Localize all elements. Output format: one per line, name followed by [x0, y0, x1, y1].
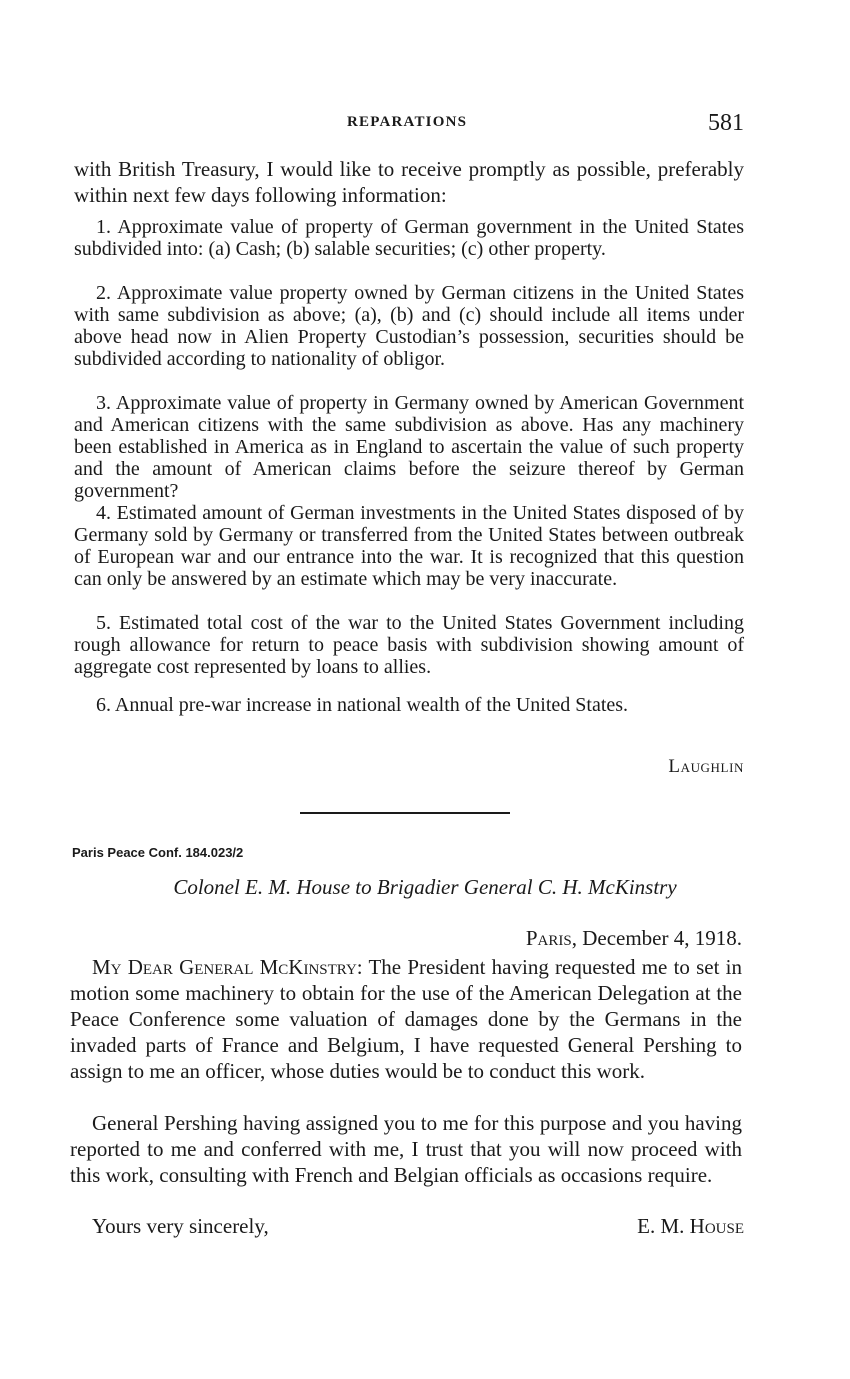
- complimentary-closing: Yours very sincerely,: [92, 1214, 269, 1238]
- letter-paragraph-2: General Pershing having assigned you to me for this purpose and you having reported to me and conferred with me, I trust that you will now proceed with this work, consulting with French and Belgian officials as occasions require.: [70, 1111, 742, 1187]
- running-head-title: REPARATIONS: [347, 114, 468, 130]
- telegram-item-5: 5. Estimated total cost of the war to the United States Government including rough allowance for return to peace basis with subdivision showing amount of aggregate cost represented by loans to allies.: [74, 612, 744, 678]
- telegram-intro: with British Treasury, I would like to receive promptly as possible, preferably within next few days following information:: [74, 157, 744, 207]
- document-title: Colonel E. M. House to Brigadier General C. H. McKinstry: [173, 875, 677, 899]
- telegram-item-3: 3. Approximate value of property in Germany owned by American Government and American citizens with the same subdivision as above. Has any machinery been established in America as in England to ascertain the value of such property and the amount of American claims before the seizure thereof by German government?: [74, 392, 744, 502]
- section-divider: [300, 812, 510, 814]
- dateline: [526, 926, 742, 951]
- letter-paragraph-1: [70, 954, 742, 1084]
- telegram-item-6: 6. Annual pre-war increase in national wealth of the United States.: [96, 694, 629, 716]
- file-reference: Paris Peace Conf. 184.023/2: [72, 845, 244, 860]
- telegram-item-4: 4. Estimated amount of German investments in the United States disposed of by Germany sold by Germany or transferred from the United States between outbreak of European war and our entrance into the war. It is recognized that this question can only be answered by an estimate which may be very inaccurate.: [74, 502, 744, 590]
- dateline-place: Paris: [525, 926, 572, 950]
- dateline-date: , December 4, 1918.: [571, 926, 742, 950]
- letter-signature: E. M. House: [637, 1214, 744, 1238]
- salutation: My Dear General McKinstry:: [92, 955, 363, 979]
- telegram-item-1: 1. Approximate value of property of German government in the United States subdivided into: (a) Cash; (b) salable securities; (c) other property.: [74, 216, 744, 260]
- page-number: 581: [708, 110, 744, 136]
- running-head: [0, 110, 850, 140]
- telegram-item-2: 2. Approximate value property owned by German citizens in the United States with same subdivision as above; (a), (b) and (c) should include all items under above head now in Alien Property Custodian’s possession, securities should be subdivided according to nationality of obligor.: [74, 282, 744, 370]
- telegram-signature: Laughlin: [668, 756, 744, 777]
- letter-paragraph-1-text: The President having requested me to set in motion some machinery to obtain for the use of the American Delegation at the Peace Conference some valuation of damages done by the Germans in the invaded parts of France and Belgium, I have requested General Pershing to assign to me an officer, whose duties would be to conduct this work.: [70, 955, 742, 1083]
